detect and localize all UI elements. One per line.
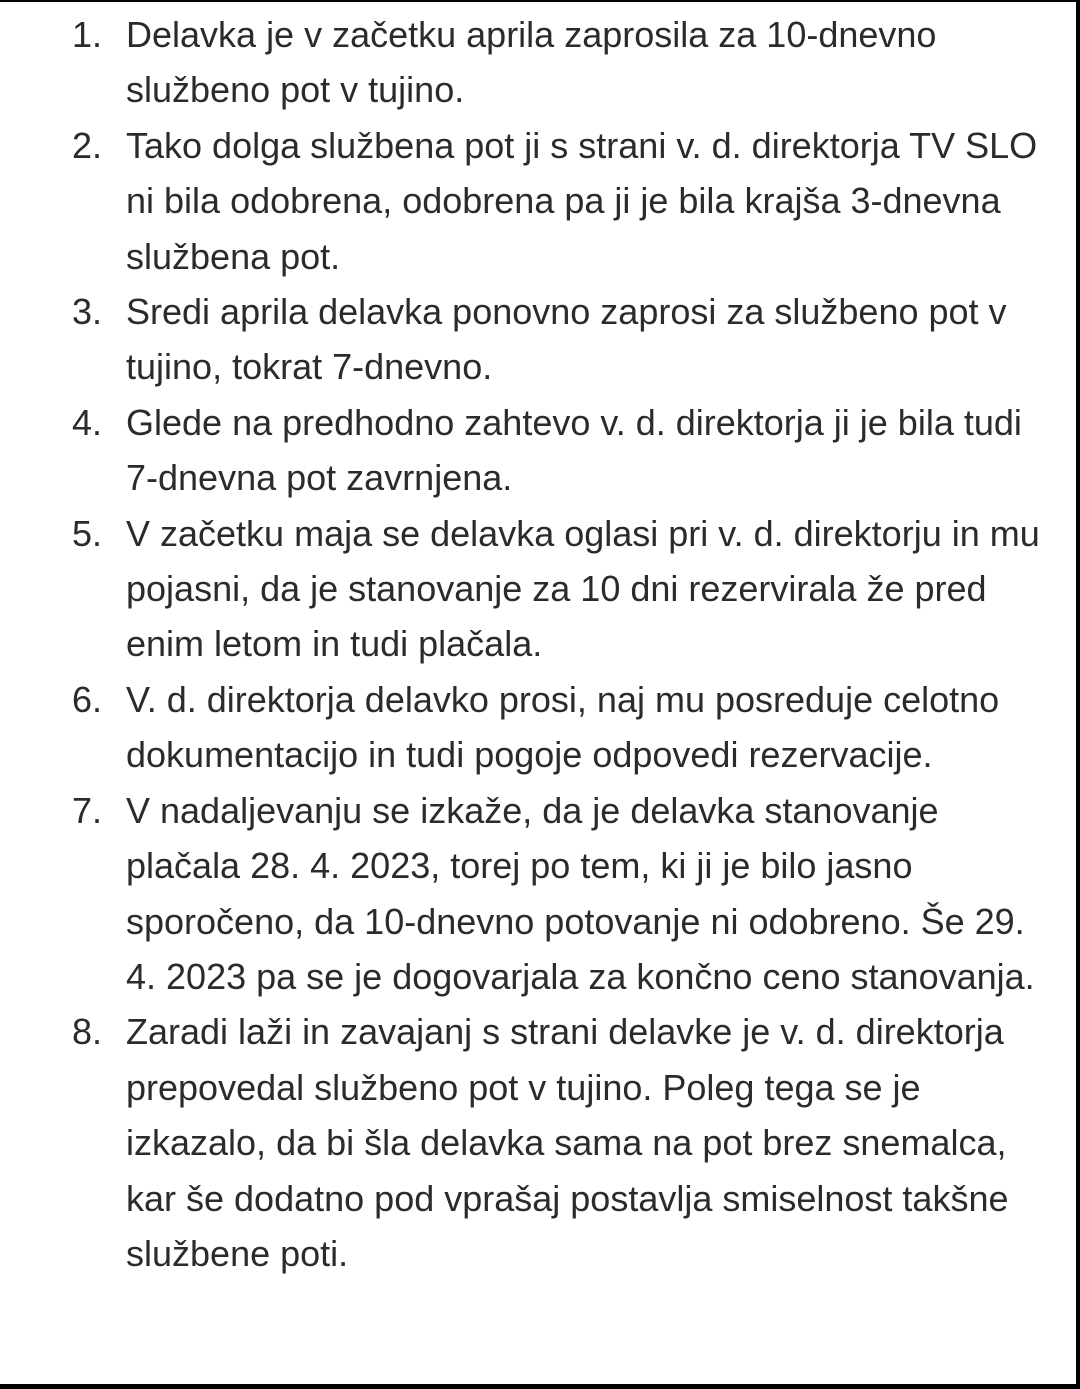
list-item-text: V. d. direktorja delavko prosi, naj mu posreduje celotno dokumentacijo in tudi pogoje odpovedi rezervacije.: [126, 678, 1000, 776]
list-item-number: 2.: [72, 124, 103, 166]
list-item-number: 8.: [72, 1011, 103, 1053]
list-item-number: 6.: [72, 678, 103, 720]
document-page: [0, 2, 1076, 1384]
list-item-text: Delavka je v začetku aprila zaprosila za 10-dnevno službeno pot v tujino.: [126, 14, 937, 111]
list-item: [0, 783, 1076, 1005]
list-item: [0, 672, 1076, 783]
list-item-text: Sredi aprila delavka ponovno zaprosi za službeno pot v tujino, tokrat 7-dnevno.: [126, 291, 1007, 388]
numbered-list: [0, 7, 1076, 1281]
list-item-number: 1.: [72, 14, 103, 55]
list-item: [0, 284, 1076, 395]
list-item-number: 4.: [72, 401, 103, 443]
list-item-text: V začetku maja se delavka oglasi pri v. d. direktorju in mu pojasni, da je stanovanje za 10 dni rezervirala že pred enim letom in tudi plačala.: [126, 512, 1040, 665]
list-item-number: 7.: [72, 789, 103, 831]
list-item: [0, 506, 1076, 672]
list-item: [0, 1004, 1076, 1281]
list-item-text: Zaradi laži in zavajanj s strani delavke je v. d. direktorja prepovedal službeno pot v tujino. Poleg tega se je izkazalo, da bi šla delavka sama na pot brez snemalca, kar še dodatno pod vprašaj postavlja smiselnost takšne službene poti.: [126, 1011, 1009, 1274]
list-item: [0, 395, 1076, 506]
list-item-text: V nadaljevanju se izkaže, da je delavka stanovanje plačala 28. 4. 2023, torej po tem, ki ji je bilo jasno sporočeno, da 10-dnevno potovanje ni odobreno. Še 29. 4. 2023 pa se je dogovarjala za končno ceno stanovanja.: [126, 789, 1035, 997]
list-item: [0, 7, 1076, 118]
list-item: [0, 118, 1076, 284]
list-item-number: 3.: [72, 291, 103, 333]
list-item-number: 5.: [72, 512, 103, 554]
list-item-text: Glede na predhodno zahtevo v. d. direktorja ji je bila tudi 7-dnevna pot zavrnjena.: [126, 401, 1022, 499]
list-item-text: Tako dolga službena pot ji s strani v. d. direktorja TV SLO ni bila odobrena, odobrena pa ji je bila krajša 3-dnevna službena pot.: [126, 124, 1038, 277]
